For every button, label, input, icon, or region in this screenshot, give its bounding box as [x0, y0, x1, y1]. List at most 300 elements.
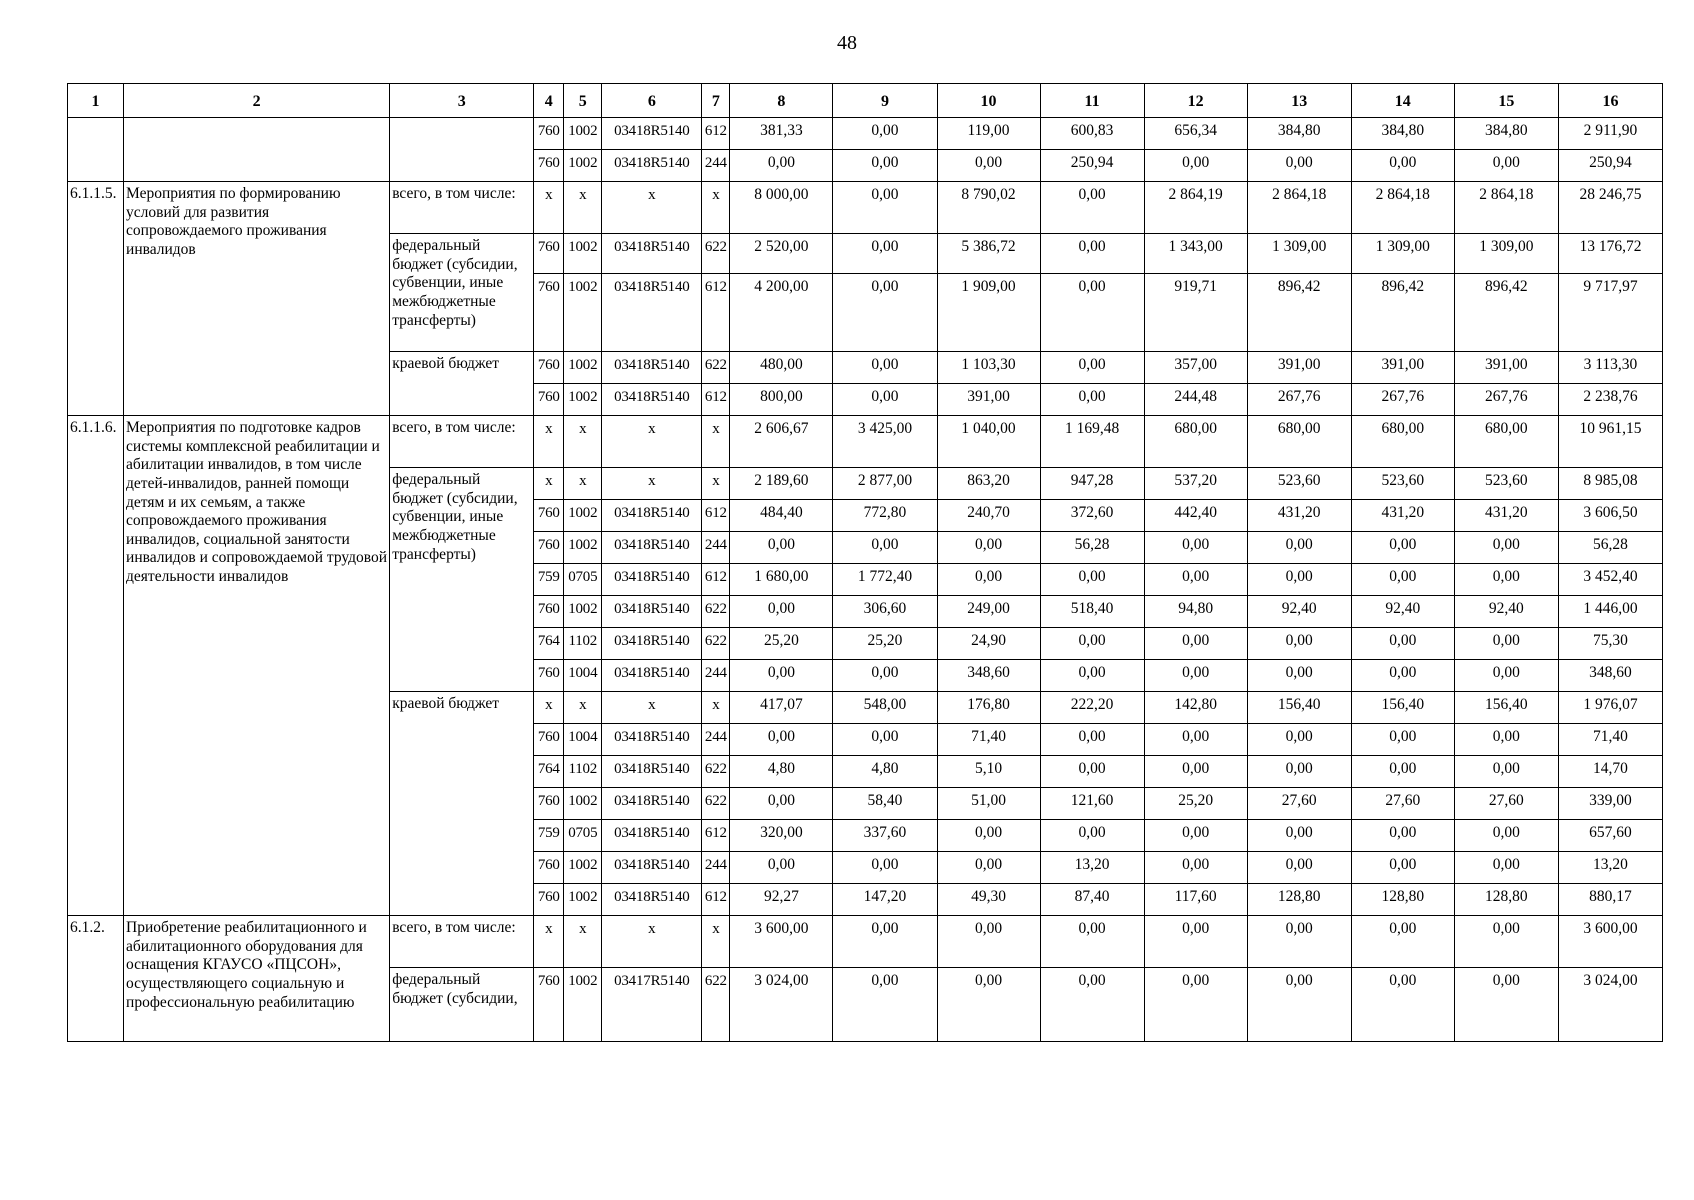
ministry-code-cell: 764	[534, 628, 564, 660]
target-article-cell: 03418R5140	[602, 660, 702, 692]
ministry-code-cell: 760	[534, 852, 564, 884]
amount-cell: 372,60	[1040, 500, 1144, 532]
section-code-cell: 1102	[564, 628, 602, 660]
amount-cell: 0,00	[1454, 820, 1558, 852]
amount-cell: 0,00	[730, 788, 833, 820]
section-code-cell: 1004	[564, 724, 602, 756]
amount-cell: 0,00	[1351, 564, 1454, 596]
amount-cell: 0,00	[1247, 150, 1351, 182]
expense-type-cell: 612	[702, 384, 730, 416]
amount-cell: 4,80	[833, 756, 937, 788]
amount-cell: 0,00	[1351, 756, 1454, 788]
amount-cell: 0,00	[1040, 234, 1144, 274]
expense-type-cell: 622	[702, 968, 730, 1042]
expense-type-cell: 612	[702, 564, 730, 596]
amount-cell: 680,00	[1144, 416, 1247, 468]
funding-source-cell: всего, в том числе:	[390, 916, 534, 968]
amount-cell: 56,28	[1040, 532, 1144, 564]
target-article-cell: 03418R5140	[602, 234, 702, 274]
amount-cell: 5 386,72	[937, 234, 1040, 274]
ministry-code-cell: 760	[534, 500, 564, 532]
amount-cell: 71,40	[937, 724, 1040, 756]
amount-cell: 442,40	[1144, 500, 1247, 532]
funding-source-cell: всего, в том числе:	[390, 182, 534, 234]
amount-cell: 0,00	[1247, 628, 1351, 660]
total-amount-cell: 13 176,72	[1558, 234, 1662, 274]
expense-type-cell: х	[702, 692, 730, 724]
total-amount-cell: 8 985,08	[1558, 468, 1662, 500]
section-code-cell: 1002	[564, 532, 602, 564]
amount-cell: 2 864,19	[1144, 182, 1247, 234]
ministry-code-cell: х	[534, 916, 564, 968]
amount-cell: 0,00	[1040, 352, 1144, 384]
amount-cell: 0,00	[1454, 532, 1558, 564]
ministry-code-cell: 759	[534, 564, 564, 596]
amount-cell: 523,60	[1454, 468, 1558, 500]
target-article-cell: 03418R5140	[602, 274, 702, 352]
item-code-cell: 6.1.1.5.	[68, 182, 124, 416]
expense-type-cell: 612	[702, 820, 730, 852]
amount-cell: 2 864,18	[1351, 182, 1454, 234]
amount-cell: 0,00	[833, 968, 937, 1042]
column-header: 13	[1247, 84, 1351, 118]
target-article-cell: 03418R5140	[602, 352, 702, 384]
amount-cell: 2 864,18	[1247, 182, 1351, 234]
page-number: 48	[837, 32, 857, 54]
item-code-cell: 6.1.2.	[68, 916, 124, 1042]
ministry-code-cell: 760	[534, 884, 564, 916]
amount-cell: 117,60	[1144, 884, 1247, 916]
section-code-cell: 1002	[564, 274, 602, 352]
expense-type-cell: 244	[702, 852, 730, 884]
total-amount-cell: 2 238,76	[1558, 384, 1662, 416]
amount-cell: 0,00	[1454, 968, 1558, 1042]
amount-cell: 0,00	[730, 660, 833, 692]
amount-cell: 680,00	[1454, 416, 1558, 468]
section-code-cell: 1102	[564, 756, 602, 788]
amount-cell: 348,60	[937, 660, 1040, 692]
expense-type-cell: 622	[702, 352, 730, 384]
amount-cell: 0,00	[1040, 274, 1144, 352]
amount-cell: 27,60	[1351, 788, 1454, 820]
amount-cell: 3 425,00	[833, 416, 937, 468]
amount-cell: 3 600,00	[730, 916, 833, 968]
target-article-cell: х	[602, 916, 702, 968]
column-header: 11	[1040, 84, 1144, 118]
amount-cell: 0,00	[833, 660, 937, 692]
amount-cell: 156,40	[1247, 692, 1351, 724]
total-amount-cell: 657,60	[1558, 820, 1662, 852]
total-amount-cell: 28 246,75	[1558, 182, 1662, 234]
amount-cell: 431,20	[1247, 500, 1351, 532]
ministry-code-cell: х	[534, 692, 564, 724]
amount-cell: 896,42	[1247, 274, 1351, 352]
expense-type-cell: 612	[702, 500, 730, 532]
column-header: 12	[1144, 84, 1247, 118]
expense-type-cell: х	[702, 916, 730, 968]
amount-cell: 680,00	[1247, 416, 1351, 468]
amount-cell: 0,00	[1454, 150, 1558, 182]
amount-cell: 156,40	[1351, 692, 1454, 724]
table-body	[68, 118, 1663, 1042]
amount-cell: 8 790,02	[937, 182, 1040, 234]
amount-cell: 92,40	[1247, 596, 1351, 628]
target-article-cell: 03418R5140	[602, 384, 702, 416]
funding-source-cell	[390, 118, 534, 182]
amount-cell: 176,80	[937, 692, 1040, 724]
column-header: 3	[390, 84, 534, 118]
target-article-cell: 03418R5140	[602, 532, 702, 564]
amount-cell: 27,60	[1247, 788, 1351, 820]
section-code-cell: х	[564, 916, 602, 968]
section-code-cell: 1002	[564, 352, 602, 384]
amount-cell: 0,00	[730, 724, 833, 756]
item-name-cell: Приобретение реабилитационного и абилитационного оборудования для оснащения КГАУСО «ПЦСОН», осуществляющего социальную и профессиональную реабилитацию	[124, 916, 390, 1042]
budget-table	[67, 83, 1663, 1042]
ministry-code-cell: 760	[534, 788, 564, 820]
amount-cell: 0,00	[833, 352, 937, 384]
target-article-cell: 03418R5140	[602, 756, 702, 788]
column-header: 16	[1558, 84, 1662, 118]
table-row	[68, 118, 1663, 150]
amount-cell: 384,80	[1351, 118, 1454, 150]
amount-cell: 25,20	[730, 628, 833, 660]
amount-cell: 431,20	[1454, 500, 1558, 532]
ministry-code-cell: 760	[534, 660, 564, 692]
amount-cell: 13,20	[1040, 852, 1144, 884]
amount-cell: 128,80	[1351, 884, 1454, 916]
total-amount-cell: 1 446,00	[1558, 596, 1662, 628]
amount-cell: 320,00	[730, 820, 833, 852]
amount-cell: 391,00	[937, 384, 1040, 416]
amount-cell: 537,20	[1144, 468, 1247, 500]
ministry-code-cell: 760	[534, 118, 564, 150]
amount-cell: 0,00	[1351, 820, 1454, 852]
amount-cell: 222,20	[1040, 692, 1144, 724]
amount-cell: 244,48	[1144, 384, 1247, 416]
target-article-cell: 03418R5140	[602, 852, 702, 884]
amount-cell: 0,00	[1040, 820, 1144, 852]
amount-cell: 0,00	[1247, 564, 1351, 596]
amount-cell: 1 040,00	[937, 416, 1040, 468]
section-code-cell: 1002	[564, 150, 602, 182]
amount-cell: 0,00	[1351, 852, 1454, 884]
amount-cell: 94,80	[1144, 596, 1247, 628]
total-amount-cell: 10 961,15	[1558, 416, 1662, 468]
amount-cell: 0,00	[1454, 564, 1558, 596]
total-amount-cell: 3 600,00	[1558, 916, 1662, 968]
amount-cell: 0,00	[937, 532, 1040, 564]
amount-cell: 0,00	[1040, 724, 1144, 756]
amount-cell: 49,30	[937, 884, 1040, 916]
total-amount-cell: 3 113,30	[1558, 352, 1662, 384]
amount-cell: 0,00	[1144, 150, 1247, 182]
amount-cell: 0,00	[1247, 916, 1351, 968]
amount-cell: 0,00	[1144, 628, 1247, 660]
expense-type-cell: х	[702, 182, 730, 234]
section-code-cell: 0705	[564, 564, 602, 596]
amount-cell: 1 309,00	[1247, 234, 1351, 274]
amount-cell: 391,00	[1454, 352, 1558, 384]
amount-cell: 2 877,00	[833, 468, 937, 500]
amount-cell: 919,71	[1144, 274, 1247, 352]
amount-cell: 0,00	[1351, 916, 1454, 968]
amount-cell: 142,80	[1144, 692, 1247, 724]
total-amount-cell: 339,00	[1558, 788, 1662, 820]
amount-cell: 5,10	[937, 756, 1040, 788]
section-code-cell: 1002	[564, 234, 602, 274]
target-article-cell: х	[602, 692, 702, 724]
ministry-code-cell: 760	[534, 532, 564, 564]
amount-cell: 896,42	[1454, 274, 1558, 352]
expense-type-cell: 244	[702, 660, 730, 692]
total-amount-cell: 880,17	[1558, 884, 1662, 916]
amount-cell: 0,00	[937, 820, 1040, 852]
amount-cell: 25,20	[1144, 788, 1247, 820]
amount-cell: 0,00	[1040, 756, 1144, 788]
amount-cell: 51,00	[937, 788, 1040, 820]
amount-cell: 384,80	[1454, 118, 1558, 150]
total-amount-cell: 14,70	[1558, 756, 1662, 788]
section-code-cell: 1002	[564, 788, 602, 820]
amount-cell: 0,00	[730, 150, 833, 182]
amount-cell: 2 606,67	[730, 416, 833, 468]
item-name-cell: Мероприятия по формированию условий для развития сопровождаемого проживания инвалидов	[124, 182, 390, 416]
amount-cell: 0,00	[1454, 756, 1558, 788]
amount-cell: 0,00	[833, 150, 937, 182]
column-header: 9	[833, 84, 937, 118]
column-header: 1	[68, 84, 124, 118]
target-article-cell: 03418R5140	[602, 150, 702, 182]
ministry-code-cell: 764	[534, 756, 564, 788]
ministry-code-cell: х	[534, 182, 564, 234]
column-header: 5	[564, 84, 602, 118]
amount-cell: 0,00	[833, 724, 937, 756]
section-code-cell: 0705	[564, 820, 602, 852]
ministry-code-cell: 760	[534, 234, 564, 274]
total-amount-cell: 71,40	[1558, 724, 1662, 756]
amount-cell: 0,00	[1040, 660, 1144, 692]
amount-cell: 250,94	[1040, 150, 1144, 182]
column-header: 10	[937, 84, 1040, 118]
expense-type-cell: 622	[702, 234, 730, 274]
target-article-cell: 03418R5140	[602, 564, 702, 596]
section-code-cell: 1002	[564, 118, 602, 150]
amount-cell: 8 000,00	[730, 182, 833, 234]
amount-cell: 863,20	[937, 468, 1040, 500]
amount-cell: 2 520,00	[730, 234, 833, 274]
amount-cell: 896,42	[1351, 274, 1454, 352]
column-header: 6	[602, 84, 702, 118]
expense-type-cell: 244	[702, 532, 730, 564]
amount-cell: 249,00	[937, 596, 1040, 628]
funding-source-cell: всего, в том числе:	[390, 416, 534, 468]
amount-cell: 3 024,00	[730, 968, 833, 1042]
amount-cell: 518,40	[1040, 596, 1144, 628]
amount-cell: 0,00	[1454, 916, 1558, 968]
section-code-cell: 1002	[564, 968, 602, 1042]
amount-cell: 0,00	[937, 968, 1040, 1042]
amount-cell: 0,00	[1144, 724, 1247, 756]
item-code-cell	[68, 118, 124, 182]
amount-cell: 0,00	[937, 916, 1040, 968]
amount-cell: 0,00	[1144, 852, 1247, 884]
expense-type-cell: 622	[702, 596, 730, 628]
amount-cell: 1 309,00	[1454, 234, 1558, 274]
total-amount-cell: 1 976,07	[1558, 692, 1662, 724]
amount-cell: 0,00	[1247, 968, 1351, 1042]
amount-cell: 0,00	[1454, 852, 1558, 884]
amount-cell: 306,60	[833, 596, 937, 628]
total-amount-cell: 13,20	[1558, 852, 1662, 884]
ministry-code-cell: 759	[534, 820, 564, 852]
amount-cell: 548,00	[833, 692, 937, 724]
target-article-cell: 03418R5140	[602, 628, 702, 660]
amount-cell: 417,07	[730, 692, 833, 724]
amount-cell: 0,00	[1351, 628, 1454, 660]
amount-cell: 0,00	[1454, 660, 1558, 692]
amount-cell: 0,00	[1351, 150, 1454, 182]
expense-type-cell: 622	[702, 628, 730, 660]
section-code-cell: 1004	[564, 660, 602, 692]
ministry-code-cell: х	[534, 416, 564, 468]
ministry-code-cell: х	[534, 468, 564, 500]
amount-cell: 0,00	[1144, 968, 1247, 1042]
amount-cell: 523,60	[1247, 468, 1351, 500]
amount-cell: 0,00	[833, 274, 937, 352]
section-code-cell: х	[564, 692, 602, 724]
target-article-cell: х	[602, 182, 702, 234]
target-article-cell: 03418R5140	[602, 884, 702, 916]
funding-source-cell: федеральный бюджет (субсидии,	[390, 968, 534, 1042]
expense-type-cell: х	[702, 416, 730, 468]
amount-cell: 121,60	[1040, 788, 1144, 820]
amount-cell: 0,00	[1144, 660, 1247, 692]
expense-type-cell: 622	[702, 756, 730, 788]
ministry-code-cell: 760	[534, 274, 564, 352]
item-code-cell: 6.1.1.6.	[68, 416, 124, 916]
amount-cell: 156,40	[1454, 692, 1558, 724]
amount-cell: 0,00	[833, 916, 937, 968]
amount-cell: 480,00	[730, 352, 833, 384]
column-header: 14	[1351, 84, 1454, 118]
amount-cell: 92,27	[730, 884, 833, 916]
amount-cell: 600,83	[1040, 118, 1144, 150]
amount-cell: 92,40	[1351, 596, 1454, 628]
amount-cell: 1 680,00	[730, 564, 833, 596]
amount-cell: 337,60	[833, 820, 937, 852]
amount-cell: 92,40	[1454, 596, 1558, 628]
amount-cell: 0,00	[1454, 724, 1558, 756]
ministry-code-cell: 760	[534, 724, 564, 756]
amount-cell: 0,00	[1040, 916, 1144, 968]
amount-cell: 147,20	[833, 884, 937, 916]
amount-cell: 0,00	[1351, 660, 1454, 692]
section-code-cell: 1002	[564, 884, 602, 916]
section-code-cell: х	[564, 182, 602, 234]
amount-cell: 0,00	[1144, 564, 1247, 596]
amount-cell: 0,00	[1144, 916, 1247, 968]
amount-cell: 58,40	[833, 788, 937, 820]
amount-cell: 0,00	[937, 852, 1040, 884]
amount-cell: 0,00	[1351, 968, 1454, 1042]
amount-cell: 1 169,48	[1040, 416, 1144, 468]
amount-cell: 2 864,18	[1454, 182, 1558, 234]
funding-source-cell: краевой бюджет	[390, 352, 534, 416]
target-article-cell: х	[602, 468, 702, 500]
funding-source-cell: краевой бюджет	[390, 692, 534, 916]
funding-source-cell: федеральный бюджет (субсидии, субвенции, иные межбюджетные трансферты)	[390, 234, 534, 352]
amount-cell: 128,80	[1247, 884, 1351, 916]
amount-cell: 0,00	[730, 532, 833, 564]
amount-cell: 391,00	[1351, 352, 1454, 384]
amount-cell: 0,00	[833, 852, 937, 884]
amount-cell: 0,00	[1247, 852, 1351, 884]
amount-cell: 0,00	[1351, 532, 1454, 564]
amount-cell: 119,00	[937, 118, 1040, 150]
table-row	[68, 916, 1663, 968]
item-name-cell	[124, 118, 390, 182]
amount-cell: 680,00	[1351, 416, 1454, 468]
amount-cell: 0,00	[1247, 660, 1351, 692]
amount-cell: 267,76	[1454, 384, 1558, 416]
amount-cell: 431,20	[1351, 500, 1454, 532]
section-code-cell: 1002	[564, 852, 602, 884]
amount-cell: 24,90	[937, 628, 1040, 660]
amount-cell: 523,60	[1351, 468, 1454, 500]
amount-cell: 267,76	[1351, 384, 1454, 416]
ministry-code-cell: 760	[534, 352, 564, 384]
amount-cell: 381,33	[730, 118, 833, 150]
amount-cell: 384,80	[1247, 118, 1351, 150]
section-code-cell: х	[564, 468, 602, 500]
amount-cell: 0,00	[1144, 756, 1247, 788]
total-amount-cell: 3 024,00	[1558, 968, 1662, 1042]
amount-cell: 0,00	[833, 384, 937, 416]
amount-cell: 27,60	[1454, 788, 1558, 820]
item-name-cell: Мероприятия по подготовке кадров системы комплексной реабилитации и абилитации инвалидов, в том числе детей-инвалидов, ранней помощи детям и их семьям, а также сопровождаемого проживания инвалидов, социальной занятости инвалидов и сопровождаемой трудовой деятельности инвалидов	[124, 416, 390, 916]
column-header: 7	[702, 84, 730, 118]
amount-cell: 0,00	[730, 596, 833, 628]
table-row	[68, 182, 1663, 234]
column-number-header-row	[68, 84, 1663, 118]
amount-cell: 656,34	[1144, 118, 1247, 150]
amount-cell: 0,00	[1144, 820, 1247, 852]
section-code-cell: х	[564, 416, 602, 468]
amount-cell: 0,00	[1247, 756, 1351, 788]
expense-type-cell: 612	[702, 118, 730, 150]
target-article-cell: х	[602, 416, 702, 468]
target-article-cell: 03417R5140	[602, 968, 702, 1042]
amount-cell: 0,00	[1040, 968, 1144, 1042]
amount-cell: 0,00	[1247, 820, 1351, 852]
expense-type-cell: 244	[702, 150, 730, 182]
target-article-cell: 03418R5140	[602, 500, 702, 532]
amount-cell: 0,00	[1040, 564, 1144, 596]
column-header: 4	[534, 84, 564, 118]
amount-cell: 0,00	[833, 532, 937, 564]
total-amount-cell: 75,30	[1558, 628, 1662, 660]
ministry-code-cell: 760	[534, 968, 564, 1042]
amount-cell: 484,40	[730, 500, 833, 532]
amount-cell: 0,00	[1247, 724, 1351, 756]
amount-cell: 0,00	[833, 182, 937, 234]
amount-cell: 0,00	[1454, 628, 1558, 660]
target-article-cell: 03418R5140	[602, 820, 702, 852]
expense-type-cell: 244	[702, 724, 730, 756]
amount-cell: 391,00	[1247, 352, 1351, 384]
amount-cell: 128,80	[1454, 884, 1558, 916]
